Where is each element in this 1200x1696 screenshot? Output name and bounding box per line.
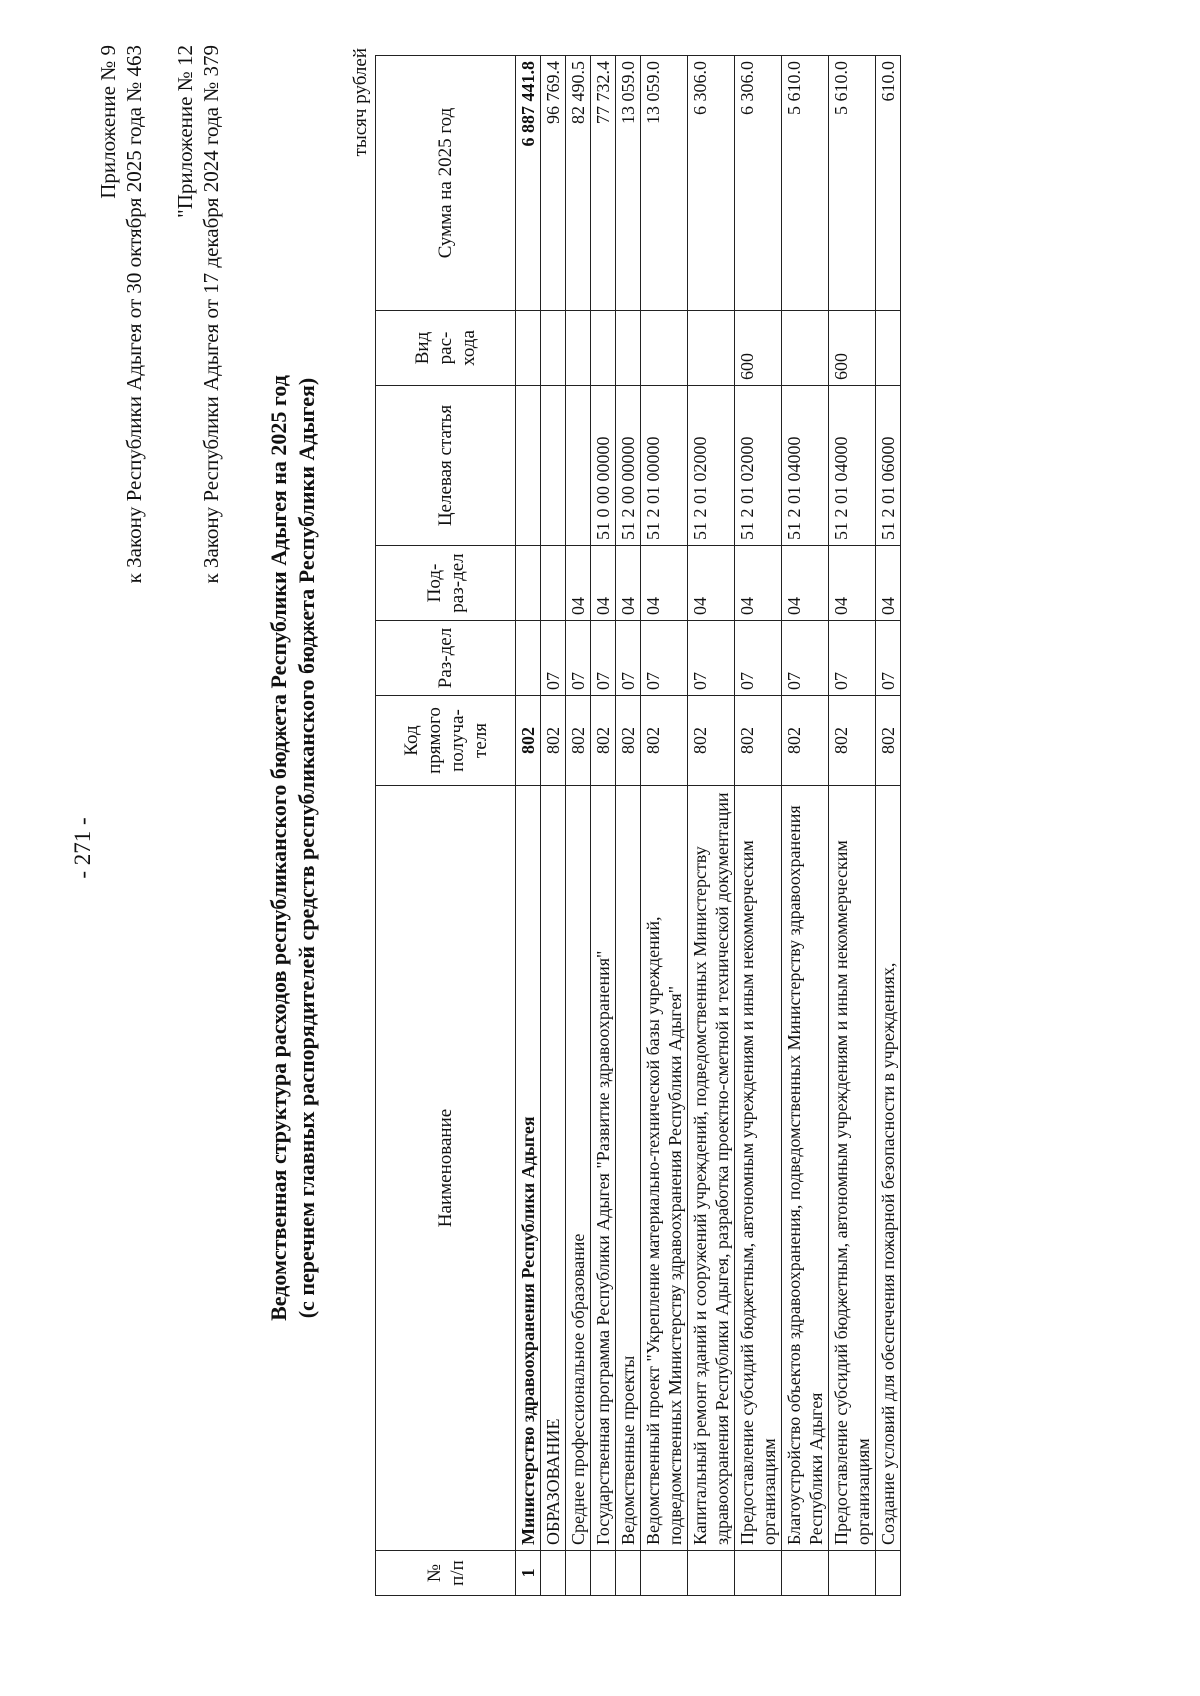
- cell-num: [829, 1551, 876, 1596]
- cell-razdel: 07: [735, 621, 782, 696]
- cell-name: Ведомственный проект "Укрепление материально-технической базы учреждений, подведомственных Министерству здравоохранения Республики Адыгея": [641, 786, 688, 1551]
- document-title: [265, 0, 321, 1696]
- cell-code: 802: [829, 696, 876, 786]
- cell-csr: [541, 386, 566, 546]
- cell-podrazdel: 04: [829, 546, 876, 621]
- cell-csr: 51 2 01 02000: [735, 386, 782, 546]
- header-podrazdel: Под-раз-дел: [376, 546, 516, 621]
- attachment-original: [172, 45, 224, 584]
- table-row: [541, 56, 566, 1596]
- cell-vr: [516, 311, 541, 386]
- table-row: [782, 56, 829, 1596]
- cell-name: Ведомственные проекты: [616, 786, 641, 1551]
- cell-code: 802: [541, 696, 566, 786]
- cell-vr: 600: [829, 311, 876, 386]
- cell-code: 802: [516, 696, 541, 786]
- cell-razdel: 07: [641, 621, 688, 696]
- header-num: № п/п: [376, 1551, 516, 1596]
- cell-csr: 51 0 00 00000: [591, 386, 616, 546]
- cell-code: 802: [735, 696, 782, 786]
- cell-code: 802: [591, 696, 616, 786]
- cell-razdel: [516, 621, 541, 696]
- cell-code: 802: [566, 696, 591, 786]
- header-sum: Сумма на 2025 год: [376, 56, 516, 311]
- unit-label: тысяч рублей: [350, 48, 371, 157]
- cell-name: Государственная программа Республики Адыгея "Развитие здравоохранения": [591, 786, 616, 1551]
- cell-code: 802: [641, 696, 688, 786]
- cell-sum: 82 490.5: [566, 56, 591, 311]
- cell-num: 1: [516, 1551, 541, 1596]
- cell-name: Капитальный ремонт зданий и сооружений учреждений, подведомственных Министерству здравоохранения Республики Адыгея, разработка проектно-сметной и технической документации: [688, 786, 735, 1551]
- cell-num: [688, 1551, 735, 1596]
- cell-name: Среднее профессиональное образование: [566, 786, 591, 1551]
- cell-razdel: 07: [541, 621, 566, 696]
- cell-podrazdel: 04: [688, 546, 735, 621]
- cell-name: Предоставление субсидий бюджетным, автономным учреждениям и иным некоммерческим организациям: [735, 786, 782, 1551]
- header-razdel: Раз-дел: [376, 621, 516, 696]
- cell-sum: 96 769.4: [541, 56, 566, 311]
- cell-podrazdel: [516, 546, 541, 621]
- cell-num: [641, 1551, 688, 1596]
- table-row: [591, 56, 616, 1596]
- cell-num: [735, 1551, 782, 1596]
- cell-sum: 610.0: [876, 56, 901, 311]
- table-row: [688, 56, 735, 1596]
- table-row: [641, 56, 688, 1596]
- cell-podrazdel: 04: [641, 546, 688, 621]
- table-row: [829, 56, 876, 1596]
- cell-podrazdel: 04: [566, 546, 591, 621]
- cell-csr: 51 2 01 02000: [688, 386, 735, 546]
- cell-csr: [566, 386, 591, 546]
- cell-vr: [541, 311, 566, 386]
- cell-vr: [616, 311, 641, 386]
- cell-name: Министерство здравоохранения Республики Адыгея: [516, 786, 541, 1551]
- cell-sum: 13 059.0: [641, 56, 688, 311]
- cell-num: [591, 1551, 616, 1596]
- cell-csr: 51 2 01 06000: [876, 386, 901, 546]
- cell-csr: [516, 386, 541, 546]
- cell-vr: [876, 311, 901, 386]
- page-number: - 271 -: [70, 817, 95, 879]
- cell-num: [616, 1551, 641, 1596]
- cell-code: 802: [876, 696, 901, 786]
- cell-razdel: 07: [876, 621, 901, 696]
- cell-podrazdel: 04: [591, 546, 616, 621]
- cell-vr: [782, 311, 829, 386]
- table-header-row: [376, 56, 516, 1596]
- attachment-current-law: к Закону Республики Адыгея от 30 октября 2025 года № 463: [122, 45, 146, 584]
- cell-podrazdel: 04: [735, 546, 782, 621]
- table-row: [735, 56, 782, 1596]
- attachment-original-number: "Приложение № 12: [173, 45, 197, 218]
- cell-razdel: 07: [591, 621, 616, 696]
- cell-csr: 51 2 00 00000: [616, 386, 641, 546]
- cell-sum: 5 610.0: [782, 56, 829, 311]
- table-row: [616, 56, 641, 1596]
- cell-razdel: 07: [829, 621, 876, 696]
- header-name: Наименование: [376, 786, 516, 1551]
- cell-csr: 51 2 01 00000: [641, 386, 688, 546]
- cell-num: [566, 1551, 591, 1596]
- header-csr: Целевая статья: [376, 386, 516, 546]
- table-row: [516, 56, 541, 1596]
- cell-code: 802: [688, 696, 735, 786]
- cell-razdel: 07: [616, 621, 641, 696]
- cell-vr: [591, 311, 616, 386]
- table-row: [876, 56, 901, 1596]
- title-line-2: (с перечнем главных распорядителей средств республиканского бюджета Республики Адыгея): [294, 377, 319, 1319]
- cell-num: [782, 1551, 829, 1596]
- cell-name: ОБРАЗОВАНИЕ: [541, 786, 566, 1551]
- cell-sum: 6 306.0: [688, 56, 735, 311]
- cell-sum: 6 887 441.8: [516, 56, 541, 311]
- header-code: Код прямого получа-теля: [376, 696, 516, 786]
- cell-vr: [641, 311, 688, 386]
- header-vr: Вид рас-хода: [376, 311, 516, 386]
- cell-sum: 77 732.4: [591, 56, 616, 311]
- cell-name: Создание условий для обеспечения пожарной безопасности в учреждениях,: [876, 786, 901, 1551]
- cell-razdel: 07: [688, 621, 735, 696]
- cell-razdel: 07: [566, 621, 591, 696]
- attachment-current-number: Приложение № 9: [96, 45, 120, 199]
- cell-name: Благоустройство объектов здравоохранения, подведомственных Министерству здравоохранения Республики Адыгея: [782, 786, 829, 1551]
- cell-num: [541, 1551, 566, 1596]
- cell-vr: 600: [735, 311, 782, 386]
- cell-razdel: 07: [782, 621, 829, 696]
- attachment-original-law: к Закону Республики Адыгея от 17 декабря 2024 года № 379: [199, 45, 223, 584]
- cell-podrazdel: 04: [876, 546, 901, 621]
- cell-podrazdel: [541, 546, 566, 621]
- cell-sum: 6 306.0: [735, 56, 782, 311]
- cell-code: 802: [782, 696, 829, 786]
- cell-sum: 5 610.0: [829, 56, 876, 311]
- cell-code: 802: [616, 696, 641, 786]
- cell-vr: [566, 311, 591, 386]
- table-row: [566, 56, 591, 1596]
- cell-name: Предоставление субсидий бюджетным, автономным учреждениям и иным некоммерческим организациям: [829, 786, 876, 1551]
- title-line-1: Ведомственная структура расходов республиканского бюджета Республики Адыгея на 2025 год: [266, 375, 291, 1321]
- attachment-current: [95, 45, 147, 583]
- budget-table: [375, 55, 901, 1596]
- cell-csr: 51 2 01 04000: [782, 386, 829, 546]
- cell-podrazdel: 04: [616, 546, 641, 621]
- cell-podrazdel: 04: [782, 546, 829, 621]
- cell-vr: [688, 311, 735, 386]
- cell-csr: 51 2 01 04000: [829, 386, 876, 546]
- cell-sum: 13 059.0: [616, 56, 641, 311]
- cell-num: [876, 1551, 901, 1596]
